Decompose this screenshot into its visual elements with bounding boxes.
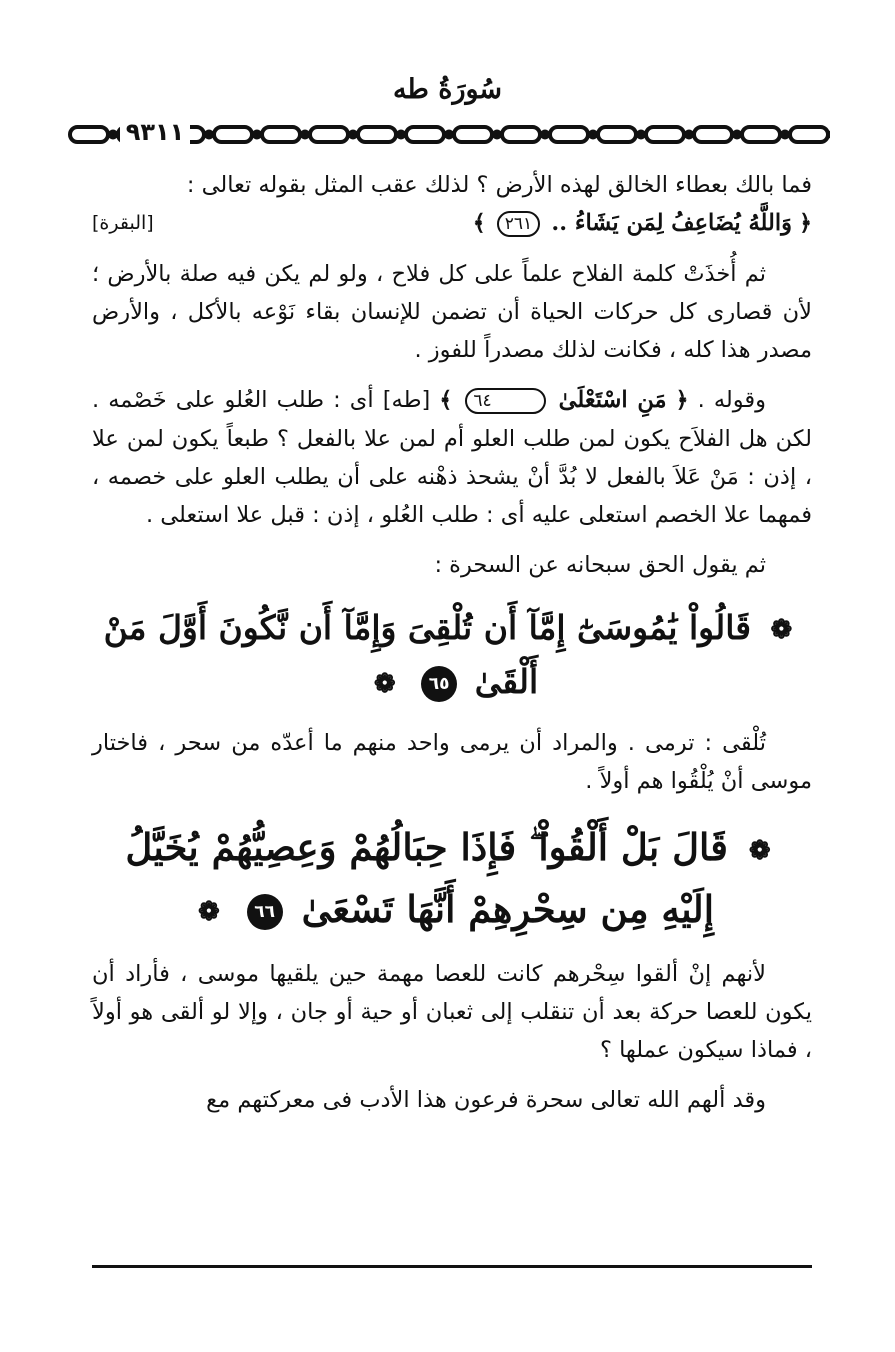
verse-66-line-2: إِلَيْهِ مِن سِحْرِهِمْ أَنَّهَا تَسْعَىٰ [301, 886, 714, 931]
quran-verse-65 [92, 602, 812, 710]
paragraph-4: ثم يقول الحق سبحانه عن السحرة : [434, 552, 766, 578]
paragraph-5: تُلْقى : ترمى . والمراد أن يرمى واحد منهم ما أعدّه من سحر ، فاختار موسى أنْ يُلْقُوا هم أولاً . [92, 730, 812, 794]
inline-verse-taha: مَنِ اسْتَعْلَىٰ [558, 387, 667, 413]
surah-title: سُورَةُ طه [392, 74, 503, 105]
verse-ornament-icon: ❁ [198, 897, 220, 927]
paragraph-1 [92, 166, 812, 243]
bracket-open: ﴿ [799, 211, 812, 236]
verse-ornament-icon: ❁ [770, 615, 793, 645]
verse-number-66: ٦٦ [247, 894, 283, 930]
ayah-number-261: ٢٦١ [497, 211, 540, 237]
verse-66-line-1: قَالَ بَلْ أَلْقُواْ ۖ فَإِذَا حِبَالُهُمْ وَعِصِيُّهُمْ يُخَيَّلُ [125, 825, 728, 869]
page-number: ٩٣١١ [120, 118, 190, 146]
quran-verse-66 [92, 818, 812, 941]
verse-65-text: قَالُواْ يَٰمُوسَىٰٓ إِمَّآ أَن تُلْقِىَ وَإِمَّآ أَن نَّكُونَ أَوَّلَ مَنْ أَلْقَىٰ [103, 608, 752, 701]
bracket-close: ﴾ [472, 211, 486, 236]
footer-rule [92, 1265, 812, 1268]
paragraph-7: وقد ألهم الله تعالى سحرة فرعون هذا الأدب فى معركتهم مع [206, 1087, 766, 1113]
paragraph-1-text: فما بالك بعطاء الخالق لهذه الأرض ؟ لذلك عقب المثل بقوله تعالى : [186, 172, 812, 198]
bracket-close: ﴾ [439, 388, 453, 413]
paragraph-3 [92, 381, 812, 534]
paragraph-3-lead: وقوله . [697, 387, 766, 413]
verse-number-65: ٦٥ [421, 666, 457, 702]
verse-ornament-icon: ❁ [373, 669, 396, 699]
page-content [92, 166, 812, 1119]
surah-reference-taha: [طه] [382, 387, 431, 413]
bracket-open: ﴿ [675, 388, 689, 413]
paragraph-2: ثم أُخذَتْ كلمة الفلاح علماً على كل فلاح ، ولو لم يكن فيه صلة بالأرض ؛ لأن قصارى كل حركات الحياة أن تضمن للإنسان بقاء نَوْعه بالأكل ، والأرض مصدر هذا كله ، فكانت لذلك مصدراً للفوز . [92, 261, 812, 363]
surah-reference-baqarah: [البقرة] [92, 212, 154, 234]
paragraph-6: لأنهم إنْ ألقوا سِحْرهم كانت للعصا مهمة حين يلقيها موسى ، فأراد أن يكون للعصا حركة بعد أن تنقلب إلى ثعبان أو حية أو جان ، وإلا لو ألقى هو أولاً ، فماذا سيكون عملها ؟ [92, 961, 812, 1063]
inline-verse-baqarah: وَاللَّهُ يُضَاعِفُ لِمَن يَشَاءُ .. [551, 210, 792, 236]
verse-ornament-icon: ❁ [748, 835, 771, 866]
ayah-number-64: ٦٤ [465, 388, 545, 414]
paragraph-3-text: أى : طلب العُلو على خَصْمه . لكن هل الفلاَح يكون لمن طلب العلو أم لمن علا بالفعل ؟ طبعاً يكون لمن علا ، إذن : مَنْ عَلاَ بالفعل لا بُدَّ أنْ يشحذ ذهْنه على أن يطلب العلو على خصمه ، فمهما علا الخصم استعلى عليه أى : طلب العُلو ، إذن : قبل علا استعلى . [92, 387, 812, 528]
